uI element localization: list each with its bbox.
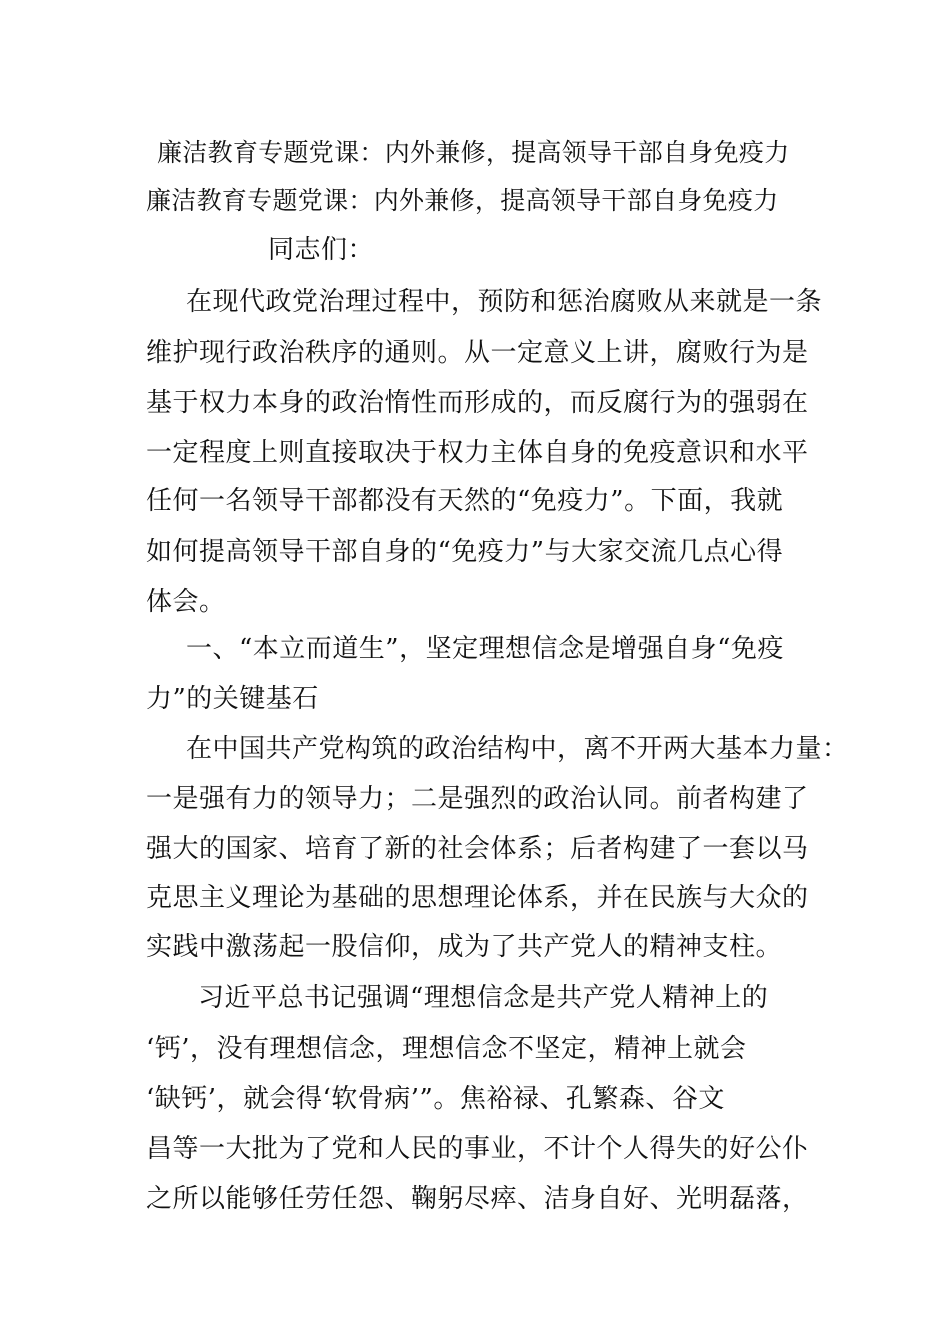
paragraph-2-line-1: 在中国共产党构筑的政治结构中，离不开两大基本力量：: [186, 734, 849, 764]
section-heading-1-line-1: 一、“本立而道生”，坚定理想信念是增强自身“免疫: [186, 634, 784, 664]
paragraph-3-line-5: 之所以能够任劳任怨、鞠躬尽瘁、洁身自好、光明磊落，: [146, 1184, 809, 1214]
paragraph-2-line-3: 强大的国家、培育了新的社会体系；后者构建了一套以马: [146, 834, 809, 864]
document-title-repeat: 廉洁教育专题党课：内外兼修，提高领导干部自身免疫力: [146, 186, 779, 215]
paragraph-1-line-7: 体会。: [146, 587, 226, 617]
paragraph-1-line-4: 一定程度上则直接取决于权力主体自身的免疫意识和水平: [146, 438, 809, 468]
paragraph-3-line-4: 昌等一大批为了党和人民的事业，不计个人得失的好公仆: [146, 1134, 809, 1164]
paragraph-1-line-5: 任何一名领导干部都没有天然的“免疫力”。下面，我就: [146, 486, 784, 516]
paragraph-3-line-3: ‘缺钙’，就会得‘软骨病’”。焦裕禄、孔繁森、谷文: [146, 1084, 725, 1114]
paragraph-3-line-1: 习近平总书记强调“理想信念是共产党人精神上的: [198, 983, 769, 1013]
paragraph-3-line-2: ‘钙’，没有理想信念，理想信念不坚定，精神上就会: [146, 1034, 747, 1064]
paragraph-1-line-2: 维护现行政治秩序的通则。从一定意义上讲，腐败行为是: [146, 338, 809, 368]
paragraph-1-line-6: 如何提高领导干部自身的“免疫力”与大家交流几点心得: [146, 537, 784, 567]
section-heading-1-line-2: 力”的关键基石: [146, 684, 319, 714]
paragraph-2-line-4: 克思主义理论为基础的思想理论体系，并在民族与大众的: [146, 883, 809, 913]
paragraph-1-line-1: 在现代政党治理过程中，预防和惩治腐败从来就是一条: [186, 287, 823, 317]
document-title: 廉洁教育专题党课：内外兼修，提高领导干部自身免疫力: [157, 138, 790, 167]
paragraph-2-line-2: 一是强有力的领导力；二是强烈的政治认同。前者构建了: [146, 784, 809, 814]
paragraph-2-line-5: 实践中激荡起一股信仰，成为了共产党人的精神支柱。: [146, 932, 783, 962]
paragraph-1-line-3: 基于权力本身的政治惰性而形成的，而反腐行为的强弱在: [146, 388, 809, 418]
salutation: 同志们：: [268, 235, 375, 265]
